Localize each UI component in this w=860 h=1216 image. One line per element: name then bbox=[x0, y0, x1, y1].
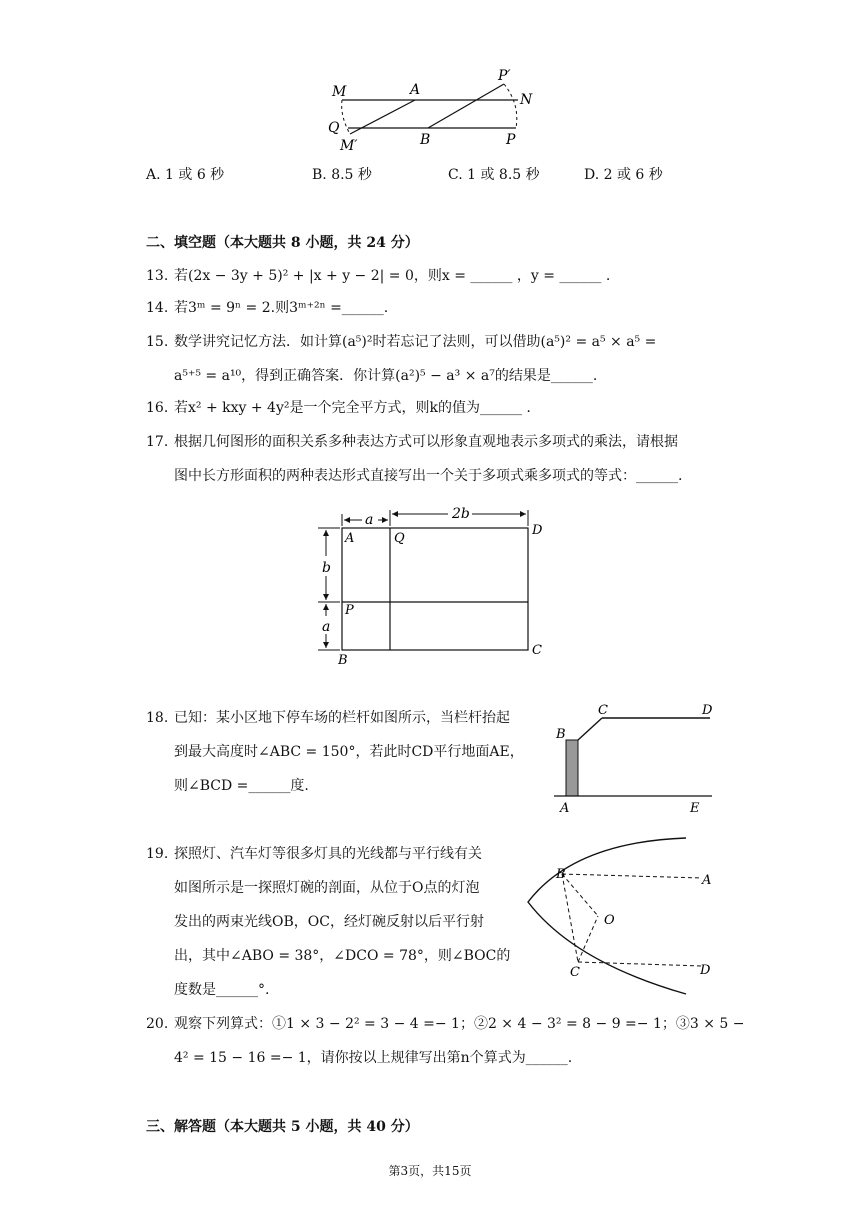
gate-arm-bc bbox=[578, 718, 602, 740]
question-text-line1: 已知：某小区地下停车场的栏杆如图所示，当栏杆抬起 bbox=[174, 710, 510, 726]
question-text-line1: 数学讲究记忆方法．如计算(a⁵)²时若忘记了法则，可以借助(a⁵)² = a⁵ × a⁵ = bbox=[174, 334, 657, 350]
ray-oc bbox=[578, 916, 598, 962]
figure-moving-points bbox=[320, 64, 550, 154]
outer-rectangle bbox=[342, 528, 528, 650]
label-rect-b: B bbox=[338, 653, 348, 668]
question-18-line2: 到最大高度时∠ABC = 150°，若此时CD平行地面AE， bbox=[174, 744, 524, 760]
question-text: 若3ᵐ = 9ⁿ = 2.则3ᵐ⁺²ⁿ =______. bbox=[174, 300, 389, 316]
label-p: P bbox=[506, 132, 516, 148]
label-gate-c: C bbox=[598, 703, 608, 718]
question-number: 13. bbox=[146, 268, 169, 284]
question-13 bbox=[146, 266, 610, 286]
question-14 bbox=[146, 298, 388, 318]
question-text-line1: 根据几何图形的面积关系多种表达方式可以形象直观地表示多项式的乘法，请根据 bbox=[174, 434, 678, 450]
question-18 bbox=[146, 708, 510, 728]
question-text: 若x² + kxy + 4y²是一个完全平方式，则k的值为______ . bbox=[174, 400, 531, 416]
question-19-line2: 如图所示是一探照灯碗的剖面，从位于O点的灯泡 bbox=[174, 880, 480, 896]
ray-ba bbox=[562, 874, 702, 878]
question-number: 16. bbox=[146, 400, 169, 416]
question-20-line2: 4² = 15 − 16 =− 1，请你按以上规律写出第n个算式为______. bbox=[174, 1050, 573, 1066]
arc-right bbox=[504, 84, 517, 128]
question-number: 14. bbox=[146, 300, 169, 316]
arc-left bbox=[342, 100, 350, 134]
segment-bp bbox=[428, 84, 504, 128]
gate-post bbox=[566, 740, 578, 796]
ray-cd bbox=[578, 962, 702, 966]
question-20 bbox=[146, 1014, 745, 1034]
label-gate-a: A bbox=[560, 801, 570, 816]
label-rect-a: A bbox=[345, 531, 355, 546]
label-2b-top: 2b bbox=[452, 506, 470, 522]
question-16 bbox=[146, 398, 531, 418]
label-q: Q bbox=[328, 120, 340, 136]
question-19 bbox=[146, 844, 482, 864]
question-text: 若(2x − 3y + 5)² + |x + y − 2| = 0，则x = ______ ，y = ______ . bbox=[174, 268, 611, 284]
question-17 bbox=[146, 432, 678, 452]
label-rect-q: Q bbox=[394, 531, 405, 546]
section-solve-title: 三、解答题（本大题共 5 小题，共 40 分） bbox=[146, 1119, 419, 1135]
question-number: 15. bbox=[146, 334, 169, 350]
label-b-side: b bbox=[322, 560, 331, 576]
segment-am bbox=[350, 100, 415, 134]
label-m: M bbox=[332, 84, 347, 100]
label-rect-d: D bbox=[532, 523, 543, 538]
question-19-line4: 出，其中∠ABO = 38°，∠DCO = 78°，则∠BOC的 bbox=[174, 948, 511, 964]
label-p-prime: P′ bbox=[498, 68, 511, 84]
ray-ob bbox=[562, 874, 598, 916]
label-n: N bbox=[520, 92, 533, 108]
figure-rectangle-area bbox=[310, 500, 560, 670]
question-number: 20. bbox=[146, 1016, 169, 1032]
choice-a: A. 1 或 6 秒 bbox=[146, 167, 225, 183]
label-gate-e: E bbox=[690, 801, 700, 816]
page-footer: 第3页，共15页 bbox=[388, 1164, 472, 1178]
label-rect-c: C bbox=[532, 643, 542, 658]
label-b: B bbox=[420, 132, 431, 148]
label-lamp-b: B bbox=[556, 867, 566, 882]
question-18-line3: 则∠BCD =______度. bbox=[174, 778, 309, 794]
choice-c: C. 1 或 8.5 秒 bbox=[448, 167, 540, 183]
label-rect-p: P bbox=[345, 603, 354, 618]
question-19-line3: 发出的两束光线OB，OC，经灯碗反射以后平行射 bbox=[174, 914, 484, 930]
question-number: 19. bbox=[146, 846, 169, 862]
figure-searchlight bbox=[514, 832, 720, 998]
label-a: A bbox=[410, 82, 421, 98]
label-gate-b: B bbox=[556, 727, 566, 742]
question-number: 18. bbox=[146, 710, 169, 726]
label-lamp-d: D bbox=[700, 963, 711, 978]
question-17-line2: 图中长方形面积的两种表达形式直接写出一个关于多项式乘多项式的等式：______. bbox=[174, 468, 683, 484]
question-number: 17. bbox=[146, 434, 169, 450]
label-lamp-a: A bbox=[702, 873, 712, 888]
section-fill-blank-title: 二、填空题（本大题共 8 小题，共 24 分） bbox=[146, 235, 419, 251]
label-a-top: a bbox=[365, 512, 374, 528]
choice-b: B. 8.5 秒 bbox=[312, 167, 372, 183]
label-lamp-o: O bbox=[604, 913, 615, 928]
question-15 bbox=[146, 332, 656, 352]
label-lamp-c: C bbox=[570, 965, 580, 980]
choice-d: D. 2 或 6 秒 bbox=[584, 167, 663, 183]
label-gate-d: D bbox=[702, 703, 713, 718]
label-m-prime: M′ bbox=[340, 138, 358, 154]
label-a-side: a bbox=[322, 619, 331, 635]
question-text-line1: 观察下列算式：①1 × 3 − 2² = 3 − 4 =− 1；②2 × 4 − 3² = 8 − 9 =− 1；③3 × 5 − bbox=[174, 1016, 745, 1032]
question-15-line2: a⁵⁺⁵ = a¹⁰，得到正确答案．你计算(a²)⁵ − a³ × a⁷的结果是______. bbox=[174, 368, 598, 384]
question-text-line1: 探照灯、汽车灯等很多灯具的光线都与平行线有关 bbox=[174, 846, 482, 862]
question-19-line5: 度数是______°. bbox=[174, 982, 270, 998]
figure-parking-gate bbox=[548, 700, 718, 818]
